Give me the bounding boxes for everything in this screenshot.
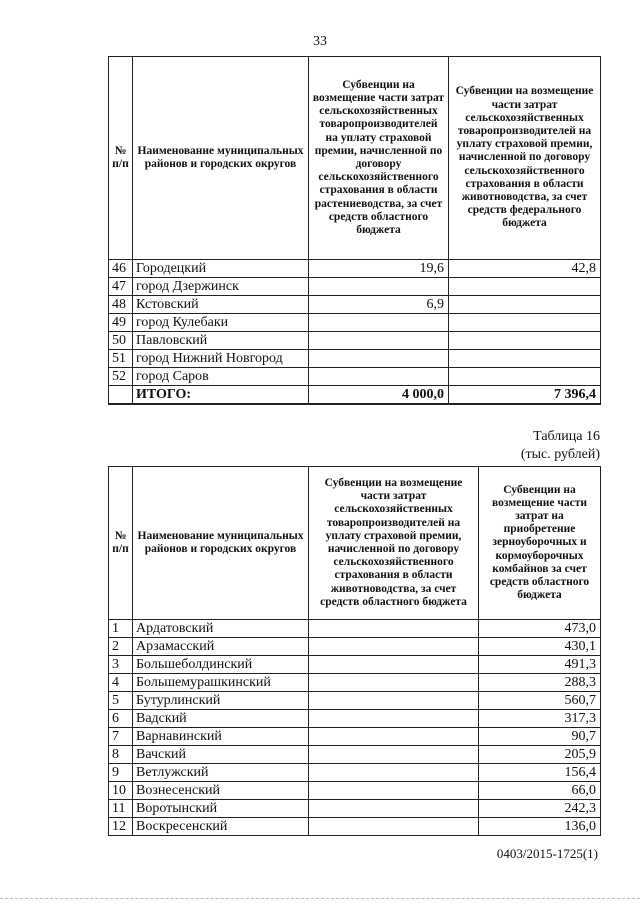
row-number: 52 (109, 368, 133, 386)
row-number: 51 (109, 350, 133, 368)
table-row (109, 296, 601, 314)
value-col1 (309, 314, 449, 332)
row-number: 6 (109, 710, 133, 728)
table-row (109, 764, 601, 782)
table-row (109, 746, 601, 764)
municipality-name: Павловский (133, 332, 309, 350)
municipality-name: Ветлужский (133, 764, 309, 782)
value-col2 (449, 368, 601, 386)
table-units: (тыс. рублей) (520, 447, 600, 462)
municipality-name: город Дзержинск (133, 278, 309, 296)
table-row (109, 674, 601, 692)
table-row (109, 728, 601, 746)
row-number: 7 (109, 728, 133, 746)
municipality-name: город Нижний Новгород (133, 350, 309, 368)
value-col2: 205,9 (479, 746, 601, 764)
row-number: 49 (109, 314, 133, 332)
table-caption: Таблица 16 (533, 429, 600, 444)
total-col1: 4 000,0 (309, 386, 449, 405)
row-number: 11 (109, 800, 133, 818)
municipality-name: Воротынский (133, 800, 309, 818)
header-crop-insurance-regional: Субвенции на возмещение части затрат сельскохозяйственных товаропроизводителей на уплату страховой премии, начисленной по договору сельскохозяйственного страхования в области растениеводства, за счет средств областного бюджета (309, 57, 449, 260)
municipality-name: Бутурлинский (133, 692, 309, 710)
value-col2 (449, 332, 601, 350)
header-livestock-insurance-regional: Субвенции на возмещение части затрат сельскохозяйственных товаропроизводителей на уплату страховой премии, начисленной по договору сельскохозяйственного страхования в области животноводства, за счет средств областного бюджета (309, 467, 479, 620)
row-number: 3 (109, 656, 133, 674)
table-row (109, 368, 601, 386)
page-number: 33 (313, 34, 327, 49)
value-col1 (309, 332, 449, 350)
table1-body (109, 260, 601, 405)
value-col1 (309, 656, 479, 674)
table-row (109, 638, 601, 656)
subsidy-table-continued (108, 56, 601, 405)
municipality-name: Арзамасский (133, 638, 309, 656)
table-row (109, 656, 601, 674)
value-col1 (309, 638, 479, 656)
value-col1 (309, 746, 479, 764)
value-col1 (309, 620, 479, 638)
value-col2 (449, 296, 601, 314)
value-col1 (309, 674, 479, 692)
municipality-name: Ардатовский (133, 620, 309, 638)
scan-edge-line (0, 898, 640, 899)
municipality-name: Варнавинский (133, 728, 309, 746)
municipality-name: город Кулебаки (133, 314, 309, 332)
municipality-name: Вачский (133, 746, 309, 764)
table-row (109, 692, 601, 710)
row-number: 9 (109, 764, 133, 782)
municipality-name: Большемурашкинский (133, 674, 309, 692)
row-number: 1 (109, 620, 133, 638)
value-col1 (309, 368, 449, 386)
value-col1: 6,9 (309, 296, 449, 314)
table-row (109, 350, 601, 368)
row-number: 8 (109, 746, 133, 764)
header-name: Наименование муниципальных районов и городских округов (133, 467, 309, 620)
value-col1 (309, 350, 449, 368)
row-number: 10 (109, 782, 133, 800)
value-col2: 156,4 (479, 764, 601, 782)
header-livestock-insurance-federal: Субвенции на возмещение части затрат сельскохозяйственных товаропроизводителей на уплату страховой премии, начисленной по договору сельскохозяйственного страхования в области животноводства, за счет средств федерального бюджета (449, 57, 601, 260)
value-col1 (309, 728, 479, 746)
row-number: 2 (109, 638, 133, 656)
municipality-name: Вознесенский (133, 782, 309, 800)
value-col2 (449, 278, 601, 296)
table-row (109, 332, 601, 350)
table-row (109, 800, 601, 818)
value-col2: 136,0 (479, 818, 601, 836)
row-number: 46 (109, 260, 133, 278)
value-col1 (309, 692, 479, 710)
document-code: 0403/2015-1725(1) (496, 846, 598, 861)
value-col2: 491,3 (479, 656, 601, 674)
table-row (109, 260, 601, 278)
row-number: 48 (109, 296, 133, 314)
header-harvester-purchase: Субвенции на возмещение части затрат на приобретение зерноуборочных и кормоуборочных комбайнов за счет средств областного бюджета (479, 467, 601, 620)
municipality-name: Городецкий (133, 260, 309, 278)
row-number: 4 (109, 674, 133, 692)
municipality-name: город Саров (133, 368, 309, 386)
value-col2: 317,3 (479, 710, 601, 728)
municipality-name: Большеболдинский (133, 656, 309, 674)
header-name: Наименование муниципальных районов и городских округов (133, 57, 309, 260)
row-number: 47 (109, 278, 133, 296)
value-col1 (309, 800, 479, 818)
municipality-name: Вадский (133, 710, 309, 728)
total-col2: 7 396,4 (449, 386, 601, 405)
value-col2: 242,3 (479, 800, 601, 818)
header-number: № п/п (109, 467, 133, 620)
row-number: 5 (109, 692, 133, 710)
value-col2: 430,1 (479, 638, 601, 656)
table2-body (109, 620, 601, 836)
value-col1 (309, 278, 449, 296)
table-row (109, 818, 601, 836)
total-blank (109, 386, 133, 405)
row-number: 12 (109, 818, 133, 836)
subsidy-table-16 (108, 466, 601, 836)
value-col2: 288,3 (479, 674, 601, 692)
table-row (109, 782, 601, 800)
value-col2: 66,0 (479, 782, 601, 800)
value-col2: 560,7 (479, 692, 601, 710)
value-col2 (449, 314, 601, 332)
value-col2: 42,8 (449, 260, 601, 278)
table-row (109, 620, 601, 638)
value-col2: 473,0 (479, 620, 601, 638)
municipality-name: Кстовский (133, 296, 309, 314)
table-row (109, 710, 601, 728)
total-label: ИТОГО: (133, 386, 309, 405)
value-col1: 19,6 (309, 260, 449, 278)
table-row (109, 314, 601, 332)
value-col1 (309, 782, 479, 800)
value-col2: 90,7 (479, 728, 601, 746)
row-number: 50 (109, 332, 133, 350)
municipality-name: Воскресенский (133, 818, 309, 836)
value-col1 (309, 710, 479, 728)
total-row (109, 386, 601, 405)
value-col2 (449, 350, 601, 368)
header-number: № п/п (109, 57, 133, 260)
value-col1 (309, 818, 479, 836)
value-col1 (309, 764, 479, 782)
table-row (109, 278, 601, 296)
